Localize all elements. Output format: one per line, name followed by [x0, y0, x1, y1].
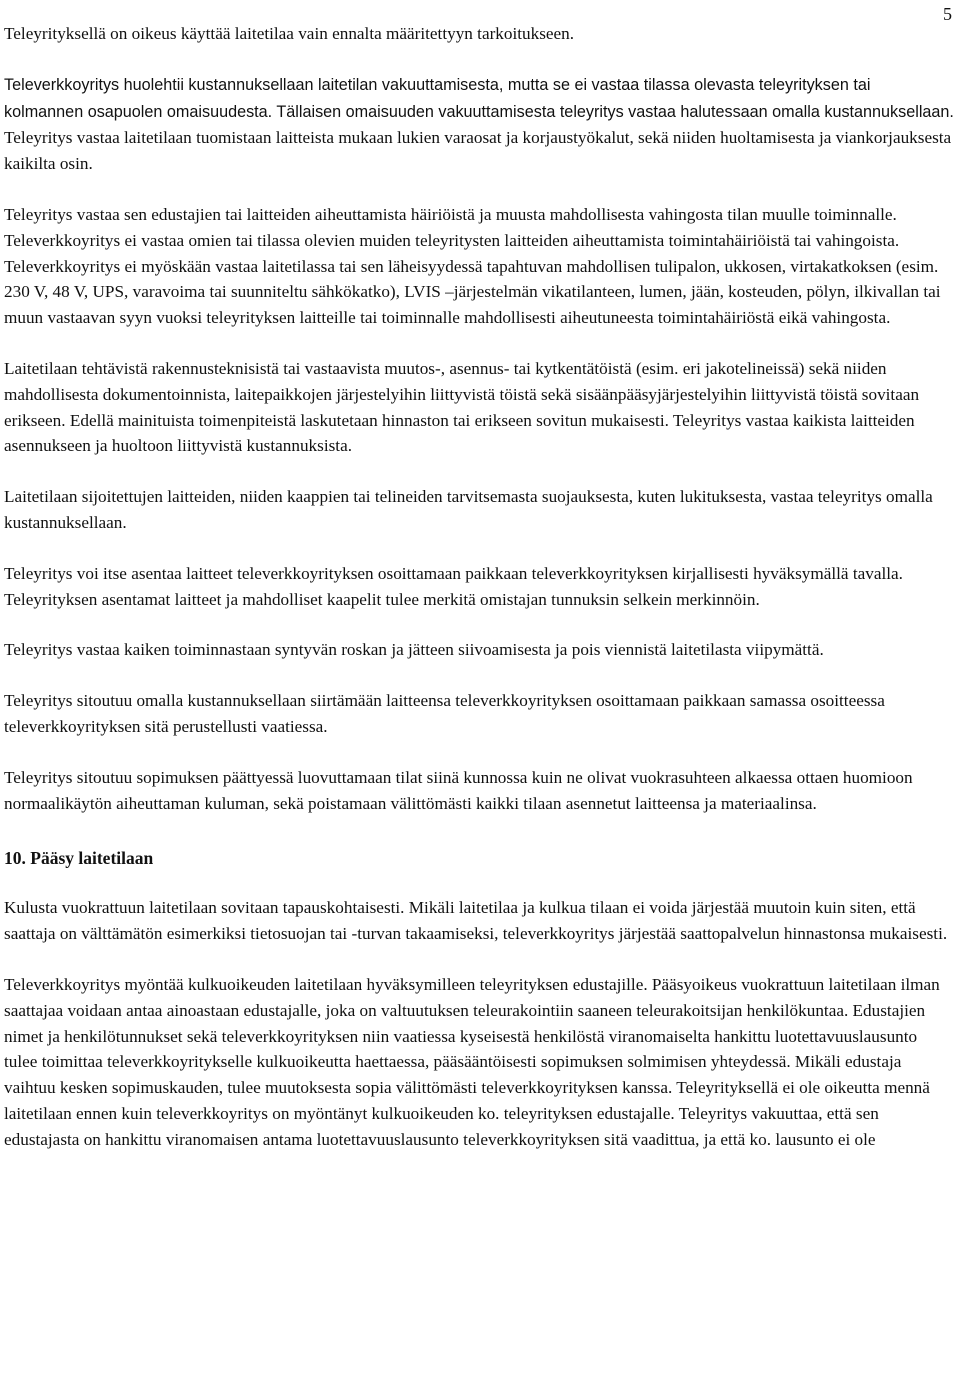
- paragraph-access-rights: Televerkkoyritys myöntää kulkuoikeuden laitetilaan hyväksymilleen teleyrityksen edustajille. Pääsyoikeus vuokrattuun laitetilaan ilman saattajaa voidaan antaa ainoastaan edustajalle, joka on valtuutuksen teleurakointiin saaneen teleurakoitsijan henkilökuntaa. Edustajien nimet ja henkilötunnukset sekä televerkkoyrityksen niin vaatiessa kyseisestä henkilöstä viranomaiselta hankittu luotettavuuslausunto tulee toimittaa televerkkoyritykselle kulkuoikeutta haettaessa, pääsääntöisesti sopimuksen solmimisen yhteydessä. Mikäli edustaja vaihtuu kesken sopimuskauden, tulee muutoksesta sopia välittömästi televerkkoyrityksen kanssa. Teleyrityksellä ei ole oikeutta mennä laitetilaan ennen kuin televerkkoyritys on myöntänyt kulkuoikeuden ko. teleyrityksen edustajalle. Teleyritys vakuuttaa, että sen edustajasta on hankittu viranomaisen antama luotettavuuslausunto televerkkoyrityksen sitä vaadittua, ja että ko. lausunto ei ole: [4, 974, 940, 1149]
- paragraph-liability: Teleyritys vastaa sen edustajien tai laitteiden aiheuttamista häiriöistä ja muusta mahdollisesta vahingosta tilan muulle toiminnalle. Televerkkoyritys ei vastaa omien tai tilassa olevien muiden teleyritysten laitteiden aiheuttamista toimintahäiriöistä tai vahingoista. Televerkkoyritys ei myöskään vastaa laitetilassa tai sen läheisyydessä tapahtuvan mahdollisen tulipalon, ukkosen, virtakatkoksen (esim. 230 V, 48 V, UPS, varavoima tai suunniteltu sähkökatko), LVIS –järjestelmän vikatilanteen, lumen, jään, kosteuden, pölyn, ilkivallan tai muun vastaavan syyn vuoksi teleyrityksen laitteille tai toiminnalle mahdollisesti aiheutuneesta toimintahäiriöstä eikä vahingosta.: [4, 204, 941, 328]
- paragraph-access-arrangement: Kulusta vuokrattuun laitetilaan sovitaan tapauskohtaisesti. Mikäli laitetilaa ja kulkua tilaan ei voida järjestää muutoin kuin siten, että saattaja on välttämätön esimerkiksi tietosuojan tai -turvan takaamiseksi, televerkkoyritys järjestää saattopalvelun hinnastonsa mukaisesti.: [4, 898, 948, 944]
- paragraph-protection: Laitetilaan sijoitettujen laitteiden, niiden kaappien tai telineiden tarvitsemasta suojauksesta, kuten lukituksesta, vastaa teleyritys omalla kustannuksellaan.: [4, 487, 933, 532]
- paragraph-installation: Teleyritys voi itse asentaa laitteet televerkkoyrityksen osoittamaan paikkaan televerkkoyrityksen kirjallisesti hyväksymällä tavalla. Teleyrityksen asentamat laitteet ja mahdolliset kaapelit tulee merkitä omistajan tunnuksin selkein merkinnöin.: [4, 563, 903, 609]
- page-number: 5: [943, 4, 952, 24]
- insurance-sans-text: Televerkkoyritys huolehtii kustannuksellaan laitetilan vakuuttamisesta, mutta se ei vastaa tilassa olevasta teleyrityksen tai kolmannen osapuolen omaisuudesta. Tällaisen omaisuuden vakuuttamisesta teleyritys vastaa halutessaan omalla kustannuksellaan.: [4, 75, 954, 121]
- paragraph-cleaning: Teleyritys vastaa kaiken toiminnastaan syntyvän roskan ja jätteen siivoamisesta ja pois viennistä laitetilasta viipymättä.: [4, 640, 824, 660]
- section-heading-access: 10. Pääsy laitetilaan: [4, 848, 154, 869]
- document-body: [4, 24, 954, 1153]
- paragraph-usage: Teleyrityksellä on oikeus käyttää laitetilaa vain ennalta määritettyyn tarkoitukseen.: [4, 24, 575, 43]
- paragraph-insurance: [4, 72, 954, 177]
- paragraph-termination: Teleyritys sitoutuu sopimuksen päättyessä luovuttamaan tilat siinä kunnossa kuin ne olivat vuokrasuhteen alkaessa ottaen huomioon normaalikäytön aiheuttaman kuluman, sekä poistamaan välittömästi kaikki tilaan asennetut laitteensa ja materiaalinsa.: [4, 767, 913, 813]
- paragraph-relocation: Teleyritys sitoutuu omalla kustannuksellaan siirtämään laitteensa televerkkoyrityksen osoittamaan paikkaan samassa osoitteessa televerkkoyrityksen sitä perustellusti vaatiessa.: [4, 691, 885, 736]
- insurance-serif-text: Teleyritys vastaa laitetilaan tuomistaan laitteista mukaan lukien varaosat ja korjaustyökalut, sekä niiden huoltamisesta ja viankorjauksesta kaikilta osin.: [4, 128, 952, 174]
- paragraph-construction-work: Laitetilaan tehtävistä rakennusteknisistä tai vastaavista muutos-, asennus- tai kytkentätöistä (esim. eri jakotelineissä) sekä niiden mahdollisesta dokumentoinnista, laitepaikkojen järjestelyihin liittyvistä töistä sekä sisäänpääsyjärjestelyihin liittyvistä töistä sovitaan erikseen. Edellä mainituista toimenpiteistä laskutetaan hinnaston tai erikseen sovitun mukaisesti. Teleyritys vastaa kaikista laitteiden asennukseen ja huoltoon liittyvistä kustannuksista.: [4, 358, 920, 456]
